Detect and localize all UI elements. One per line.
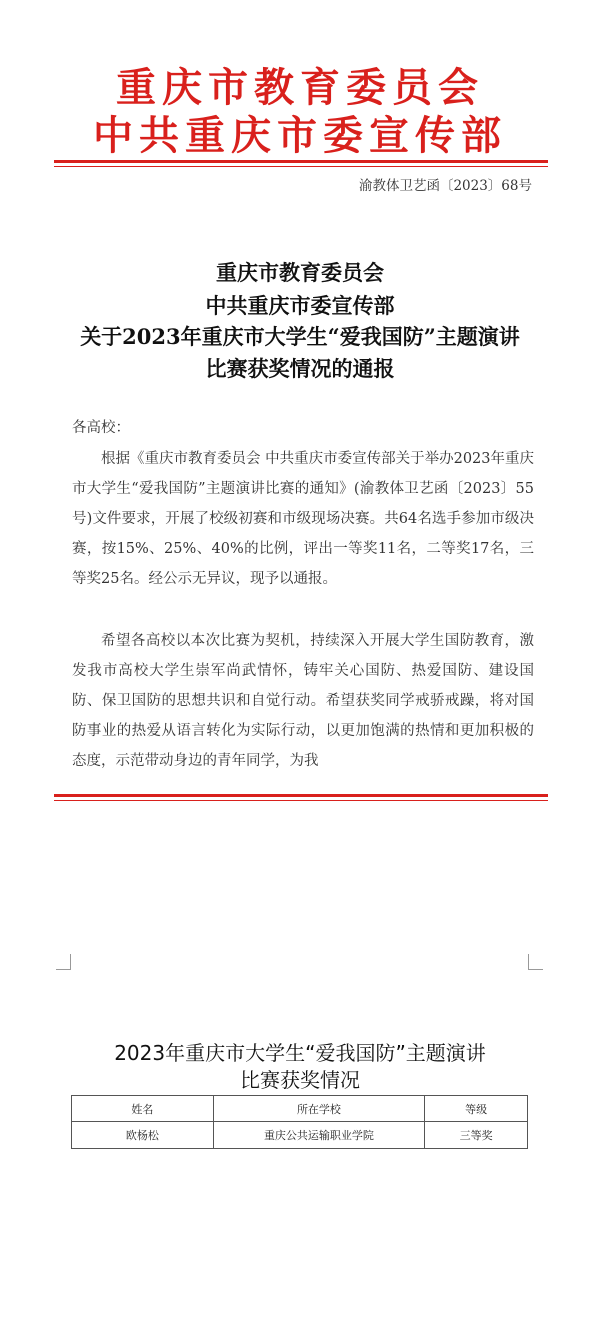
- attachment-title-line-1: 2023年重庆市大学生“爱我国防”主题演讲: [114, 1041, 486, 1065]
- header-name: 姓名: [72, 1096, 214, 1122]
- cell-level: 三等奖: [425, 1122, 528, 1149]
- letterhead-red-line-thin: [54, 166, 548, 167]
- letterhead-org-propaganda-department: 中共重庆市委宣传部: [93, 112, 507, 159]
- footer-red-line-thick: [54, 794, 548, 797]
- crop-mark-right-horizontal: [528, 969, 543, 970]
- cell-name: 欧杨松: [72, 1122, 214, 1149]
- title-line-2: 中共重庆市委宣传部: [205, 293, 395, 318]
- awards-table: [71, 1095, 528, 1149]
- salutation: 各高校：: [72, 420, 130, 436]
- body-paragraph-2: 希望各高校以本次比赛为契机，持续深入开展大学生国防教育，激发我市高校大学生崇军尚武情怀，铸牢关心国防、热爱国防、建设国防、保卫国防的思想共识和自觉行动。希望获奖同学戒骄戒躁，将对国防事业的热爱从语言转化为实际行动，以更加饱满的热情和更加积极的态度，示范带动身边的青年同学，为我: [72, 633, 534, 769]
- crop-mark-right-vertical: [528, 954, 529, 970]
- crop-mark-left-horizontal: [56, 969, 71, 970]
- body-paragraph-1: 根据《重庆市教育委员会 中共重庆市委宣传部关于举办2023年重庆市大学生“爱我国防”主题演讲比赛的通知》(渝教体卫艺函〔2023〕55 号)文件要求，开展了校级初赛和市级现场决赛。共64名选手参加市级决赛，按15%、25%、40%的比例，评出一等奖11名，二等奖17名，三等奖25名。经公示无异议，现予以通报。: [72, 451, 535, 587]
- cell-school: 重庆公共运输职业学院: [213, 1122, 425, 1149]
- title-line-4: 比赛获奖情况的通报: [205, 356, 395, 381]
- title-line-1: 重庆市教育委员会: [216, 260, 384, 285]
- attachment-title-line-2: 比赛获奖情况: [240, 1068, 360, 1092]
- footer-red-line-thin: [54, 800, 548, 801]
- table-row: [72, 1122, 528, 1149]
- crop-mark-left-vertical: [70, 954, 71, 970]
- header-level: 等级: [425, 1096, 528, 1122]
- letterhead-org-education-commission: 重庆市教育委员会: [116, 64, 484, 111]
- table-header-row: [72, 1096, 528, 1122]
- document-number: 渝教体卫艺函〔2023〕68号: [358, 178, 532, 194]
- letterhead-red-line-thick: [54, 160, 548, 163]
- title-line-3: 关于2023年重庆市大学生“爱我国防”主题演讲: [80, 324, 520, 349]
- header-school: 所在学校: [213, 1096, 425, 1122]
